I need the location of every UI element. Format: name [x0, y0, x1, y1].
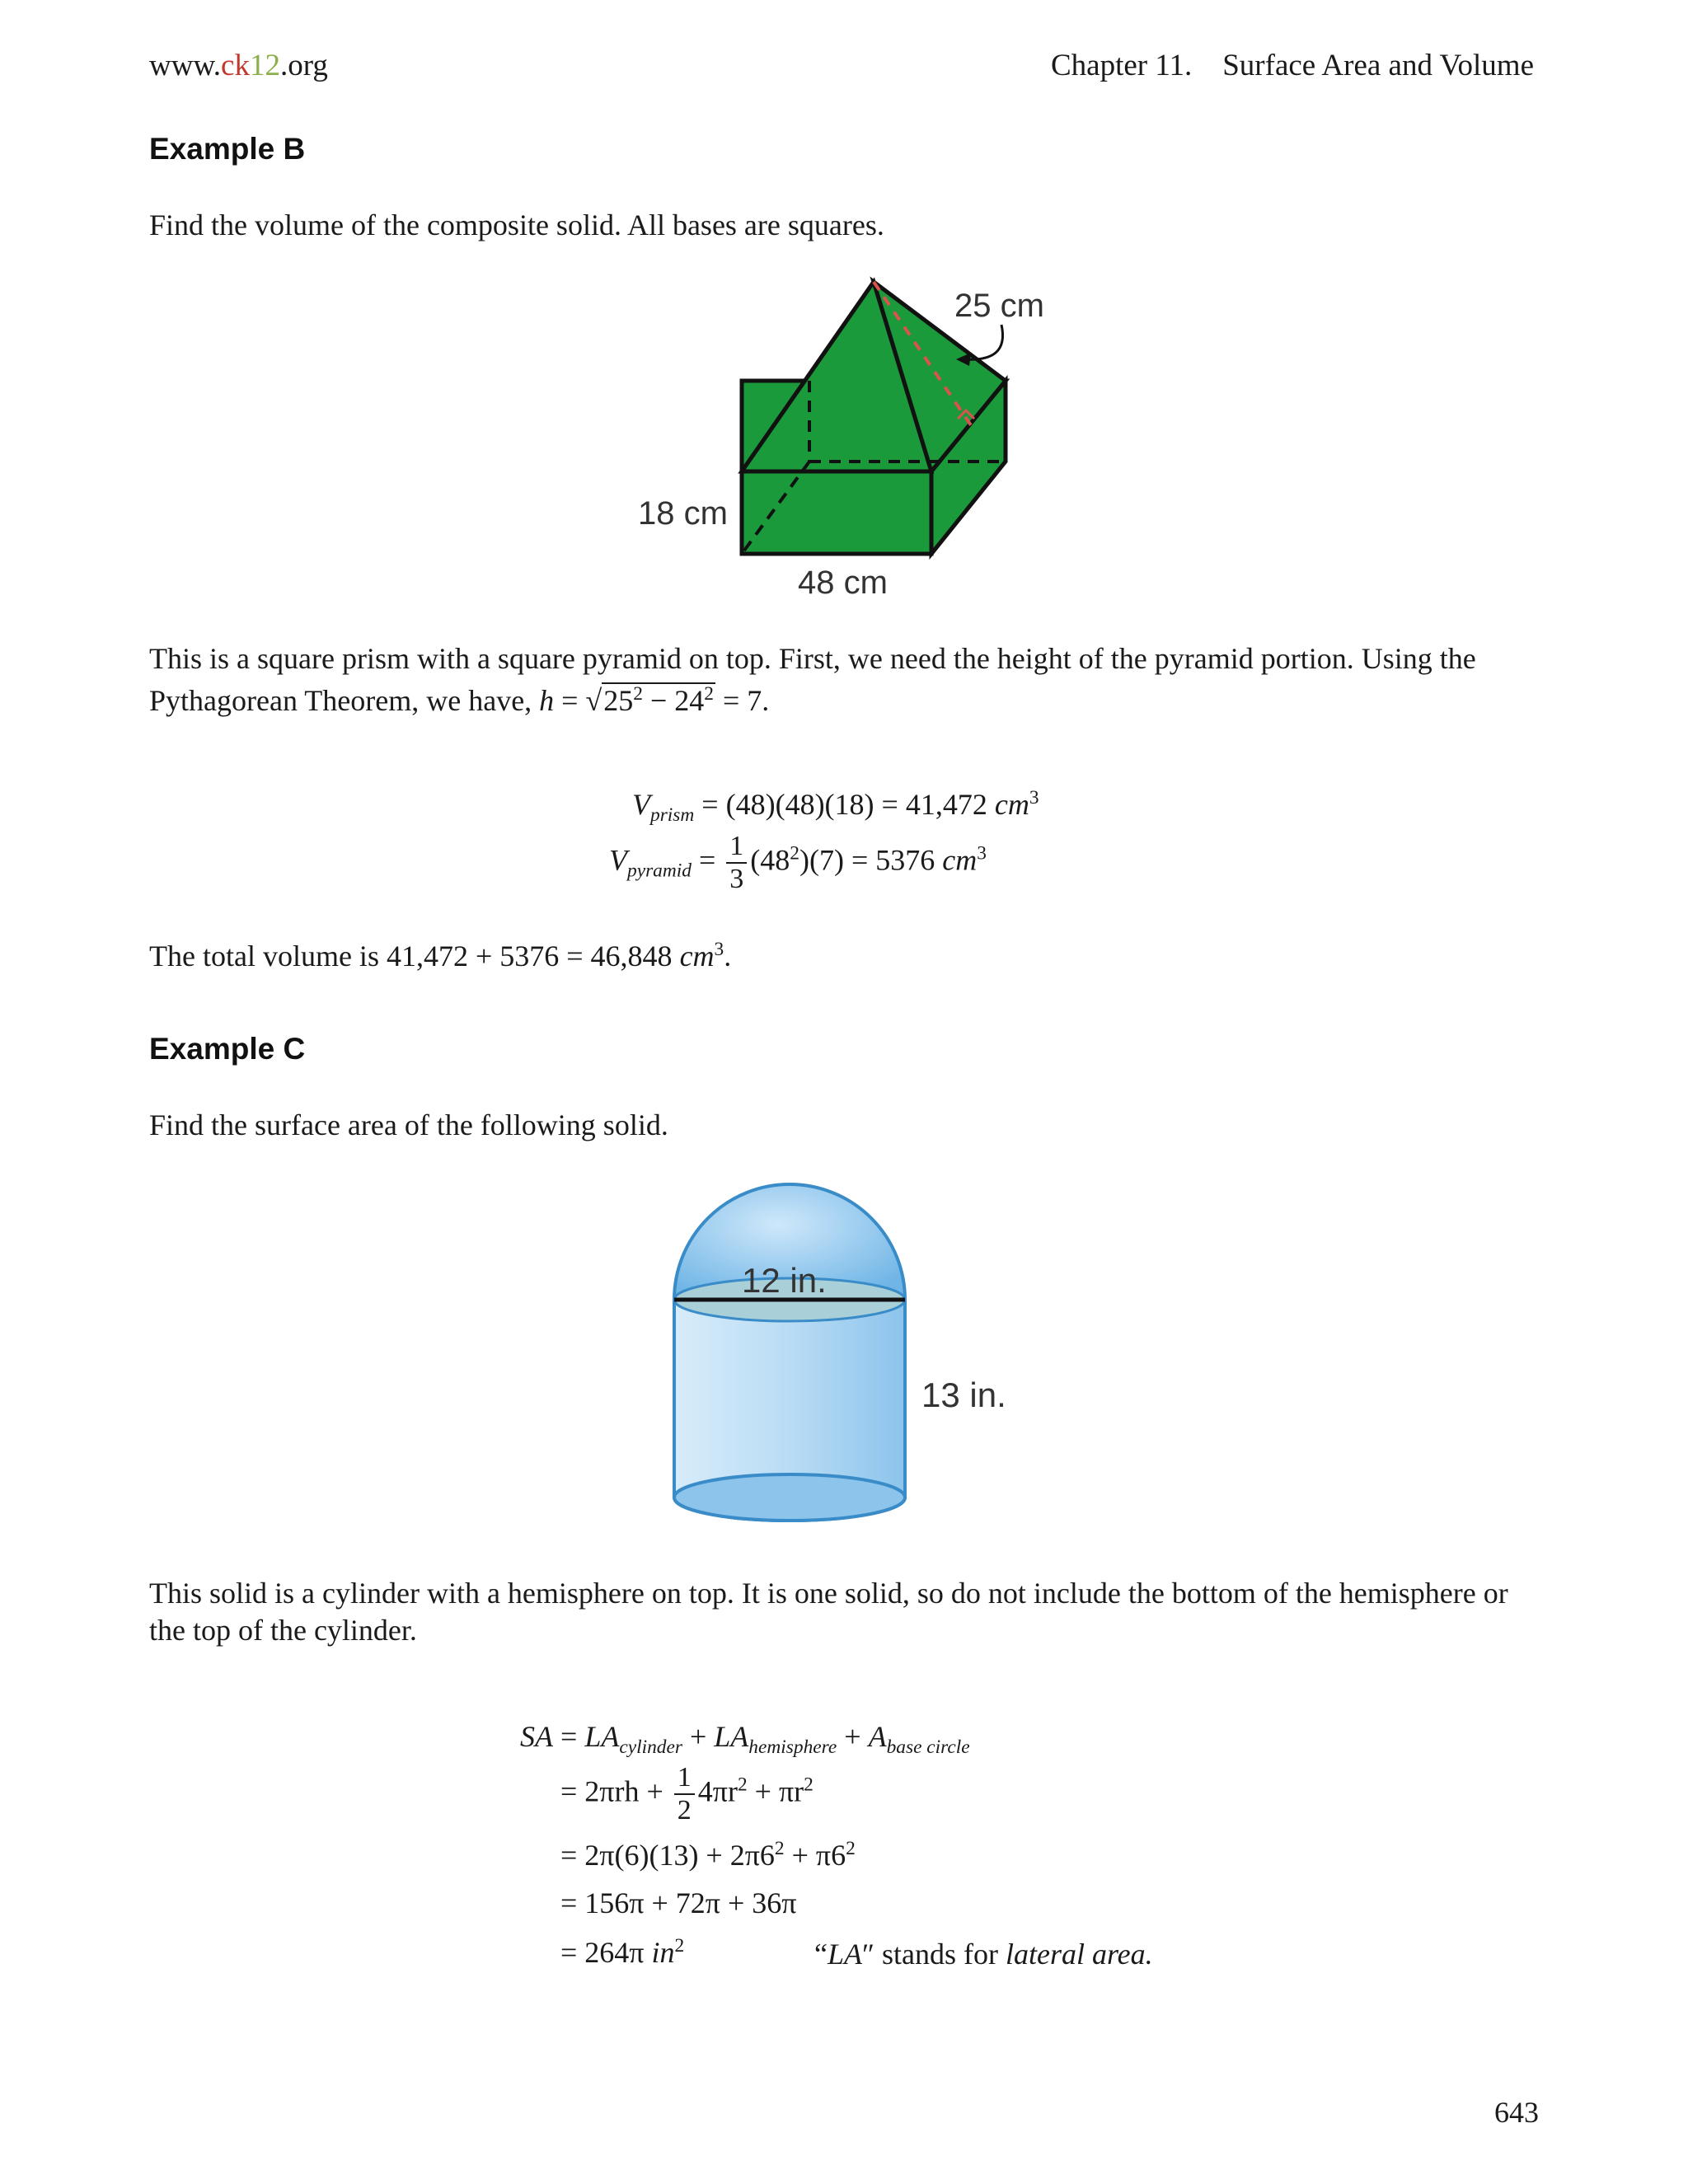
sa-equation-line4: = 156π + 72π + 36π — [560, 1886, 797, 1919]
v-prism-equation: $V_{prism} = (48)(48)(18) = 41,472$ $cm^3$ — [632, 787, 1039, 827]
composite-solid-figure — [626, 272, 1071, 602]
example-c-prompt: Find the surface area of the following solid. — [149, 1108, 668, 1141]
page-number: 643 — [1494, 2096, 1539, 2129]
label-13in: 13 in. — [921, 1376, 1006, 1414]
sa-equation-line1: SA = $LA_{cylinder} + LA_{hemisphere} + A_{base circle}$ — [520, 1720, 970, 1759]
example-b-explanation-line1: This is a square prism with a square pyramid on top. First, we need the height of the pyramid portion. Using the — [149, 642, 1476, 675]
v-pyramid-equation: $V_{pyramid}$ = $\frac{1}{3}$ $(48^2)(7) = 5376$ $cm^3$ — [609, 831, 987, 894]
label-12in: 12 in. — [742, 1261, 827, 1300]
cylinder-hemisphere-figure — [659, 1174, 1039, 1529]
example-c-explanation-line1: This solid is a cylinder with a hemisphere on top. It is one solid, so do not include the bottom of the hemisphere or — [149, 1577, 1508, 1610]
site-url[interactable]: www.ck12.org — [149, 49, 328, 82]
sa-equation-line5: = 264π $in^2$ — [560, 1935, 685, 1969]
example-c-heading: Example C — [149, 1032, 306, 1066]
cylinder-bottom — [674, 1474, 905, 1521]
label-48cm: 48 cm — [798, 565, 888, 601]
example-b-prompt: Find the volume of the composite solid. All bases are squares. — [149, 209, 884, 241]
label-25cm: 25 cm — [954, 288, 1044, 324]
sa-equation-line3: = $2\pi(6)(13) + 2\pi 6^2 + \pi 6^2$ — [560, 1838, 856, 1872]
lateral-area-note: “LA″ stands for lateral area. — [814, 1938, 1153, 1971]
total-volume-statement: The total volume is 41,472 + 5376 = 46,848 $cm^3$. — [149, 939, 732, 972]
example-b-explanation-line2: Pythagorean Theorem, we have, $h = √25^2 - 24^2 = 7$. — [149, 683, 770, 717]
example-c-explanation-line2: the top of the cylinder. — [149, 1614, 417, 1647]
chapter-title: Chapter 11. Surface Area and Volume — [1050, 49, 1534, 82]
label-18cm: 18 cm — [638, 495, 728, 532]
example-b-heading: Example B — [149, 132, 306, 166]
sa-equation-line2: = 2πrh + $\frac{1}{2}$ $4\pi r^2 + \pi r^2$ — [560, 1762, 814, 1825]
